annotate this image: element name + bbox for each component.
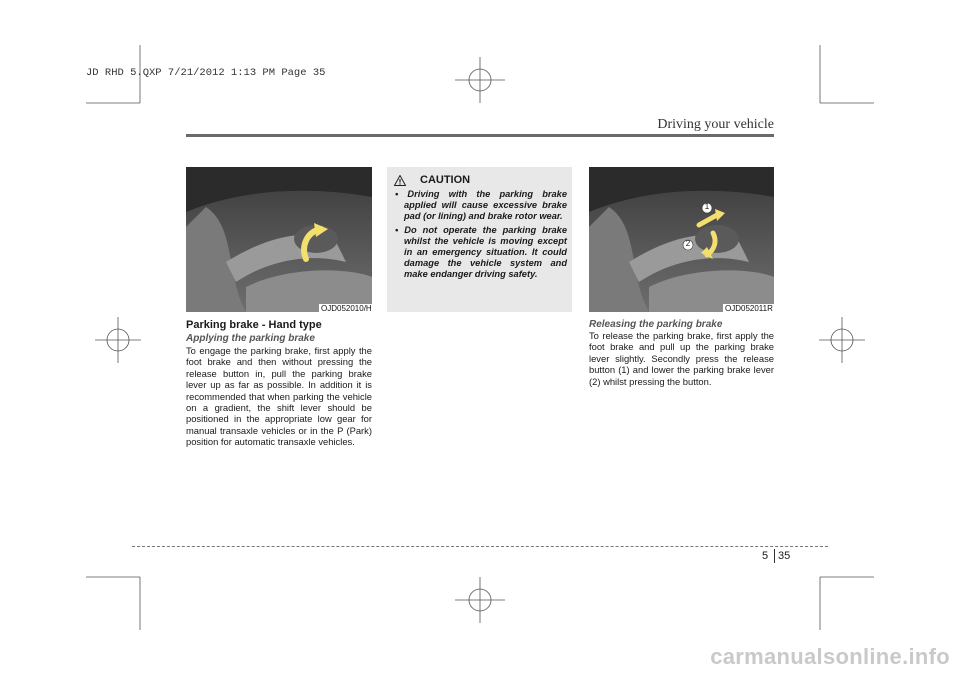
callout-1: 1 (704, 202, 710, 211)
figure-code-left: OJD052010/H (321, 304, 372, 313)
callout-2: 2 (685, 239, 691, 248)
footer-rule (132, 546, 828, 547)
applying-body-text: To engage the parking brake, first apply the foot brake and then without pressing the release button in, pull the parking brake lever up as far as possible. In addition it is recommended that when parking the vehicle on a gradient, the shift lever should be positioned in the appropriate low gear for manual transaxle vehicles or in the P (Park) position for automatic transaxle vehicles. (186, 345, 372, 448)
print-slug: JD RHD 5.QXP 7/21/2012 1:13 PM Page 35 (86, 67, 326, 79)
figure-code-right: OJD052011R (725, 304, 773, 313)
caution-box (387, 167, 572, 312)
applying-subheading: Applying the parking brake (186, 333, 315, 344)
title-rule (186, 134, 774, 137)
parking-brake-heading: Parking brake - Hand type (186, 319, 322, 331)
caution-item: • Driving with the parking brake applied will cause excessive brake pad (or lining) and brake rotor wear. (395, 189, 568, 221)
caution-title: CAUTION (420, 174, 471, 186)
page-number: 35 (778, 550, 791, 562)
releasing-subheading: Releasing the parking brake (589, 319, 723, 330)
caution-text: Do not operate the parking brake whilst the vehicle is moving except in an emergency situation. It could damage the vehicle system and make endanger driving safety. (404, 225, 567, 279)
watermark: carmanualsonline.info (710, 644, 950, 669)
warning-triangle-icon (394, 175, 406, 186)
chapter-number: 5 (762, 550, 769, 562)
parking-brake-photo-right (589, 167, 774, 312)
caution-item: • Do not operate the parking brake whilst the vehicle is moving except in an emergency situation. It could damage the vehicle system and make endanger driving safety. (395, 225, 567, 279)
parking-brake-photo-left (186, 167, 372, 312)
releasing-body-text: To release the parking brake, first apply the foot brake and pull up the parking brake lever slightly. Secondly press the release button (1) and lower the parking brake lever (2) whilst pressing the button. (589, 330, 774, 387)
caution-text: Driving with the parking brake applied will cause excessive brake pad (or lining) and brake rotor wear. (404, 189, 568, 221)
page-separator (774, 549, 775, 563)
section-title: Driving your vehicle (657, 117, 774, 132)
